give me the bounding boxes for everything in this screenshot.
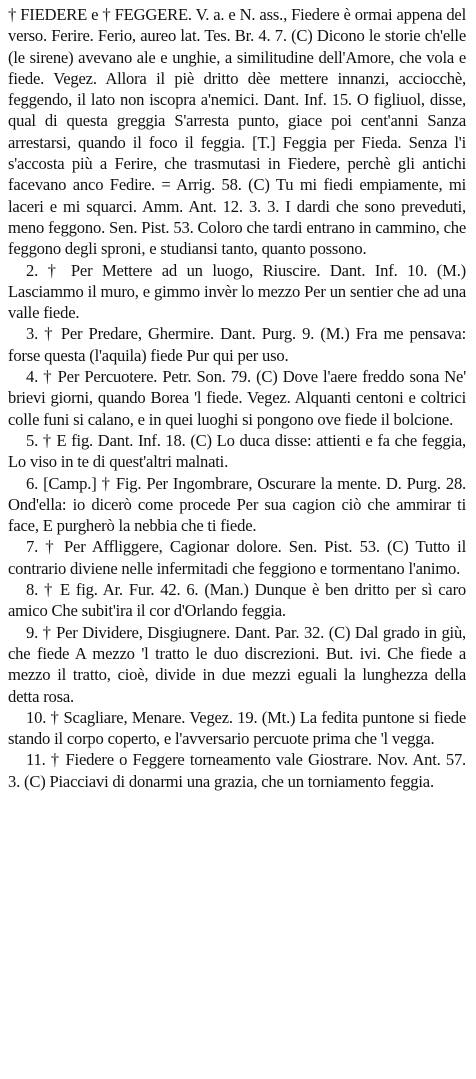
entry-sense-3: 3. † Per Predare, Ghermire. Dant. Purg. 9. (M.) Fra me pensava: forse questa (l'aquila) fiede Pur qui per uso. (8, 324, 466, 365)
entry-sense-5: 5. † E fig. Dant. Inf. 18. (C) Lo duca disse: attienti e fa che feggia, Lo viso in te di quest'altri malnati. (8, 430, 466, 472)
entry-sense-2: 2. † Per Mettere ad un luogo, Riuscire. Dant. Inf. 10. (M.) Lasciammo il muro, e gimmo invèr lo mezzo Per un sentier che ad una valle fiede. (8, 260, 466, 323)
entry-sense-11: 11. † Fiedere o Feggere torneamento vale Giostrare. Nov. Ant. 57. 3. (C) Piacciavi di donarmi una grazia, che un torniamento feggia. (8, 750, 466, 791)
entry-sense-8: 8. † E fig. Ar. Fur. 42. 6. (Man.) Dunque è ben dritto per sì caro amico Che subit'ira il cor d'Orlando feggia. (8, 580, 466, 621)
entry-sense-7: 7. † Per Affliggere, Cagionar dolore. Sen. Pist. 53. (C) Tutto il contrario diviene nelle infermitadi che feggiono e tormentano l'animo. (8, 537, 466, 578)
entry-sense-6: 6. [Camp.] † Fig. Per Ingombrare, Oscurare la mente. D. Purg. 28. Ond'ella: io dicerò come procede Per sua cagion ciò che ammirar ti face, E purgherò la nebbia che ti fiede. (8, 473, 466, 536)
entry-sense-9: 9. † Per Dividere, Disgiugnere. Dant. Par. 32. (C) Dal grado in giù, che fiede A mezzo 'l tratto le duo discrezioni. But. ivi. Che fiede a mezzo il tratto, cioè, divide in due mezzi eguali la lunghezza della detta rosa. (8, 622, 466, 706)
entry-sense-10: 10. † Scagliare, Menare. Vegez. 19. (Mt.) La fedita puntone si fiede stando il corpo coperto, e l'avversario percuote prima che 'l vegga. (8, 707, 466, 749)
entry-main: † FIEDERE e † FEGGERE. V. a. e N. ass., Fiedere è ormai appena del verso. Ferire. Ferio, aureo lat. Tes. Br. 4. 7. (C) Dicono le storie ch'elle (le sirene) avevano ale e unghie, a similitudine dell'Amore, che vola e fiede. Vegez. Allora il piè dritto dèe mettere innanzi, acciocchè, feggendo, il lato non iscopra a'nemici. Dant. Inf. 15. O figliuol, disse, qual di questa greggia S'arresta punto, giace poi cent'anni Sanza arrestarsi, quando il foco il feggia. [T.] Feggia per Fieda. Senza l'i s'accosta più a Ferire, che trasmutasi in Fiedere, perchè gli antichi facevano anco Fedire. = Arrig. 58. (C) Tu mi fiedi empiamente, mi laceri e mi squarci. Amm. Ant. 12. 3. 3. I dardi che sono preveduti, meno feggono. Sen. Pist. 53. Coloro che tardi entrano in cammino, che feggono degli sproni, e studiansi tanto, quanto possono. (8, 5, 466, 259)
entry-sense-4: 4. † Per Percuotere. Petr. Son. 79. (C) Dove l'aere freddo sona Ne' brievi giorni, quando Borea 'l fiede. Vegez. Alquanti centoni e coltrici colle funi si calano, e in quei luoghi si pongono ove fiede il bolcione. (8, 367, 466, 429)
